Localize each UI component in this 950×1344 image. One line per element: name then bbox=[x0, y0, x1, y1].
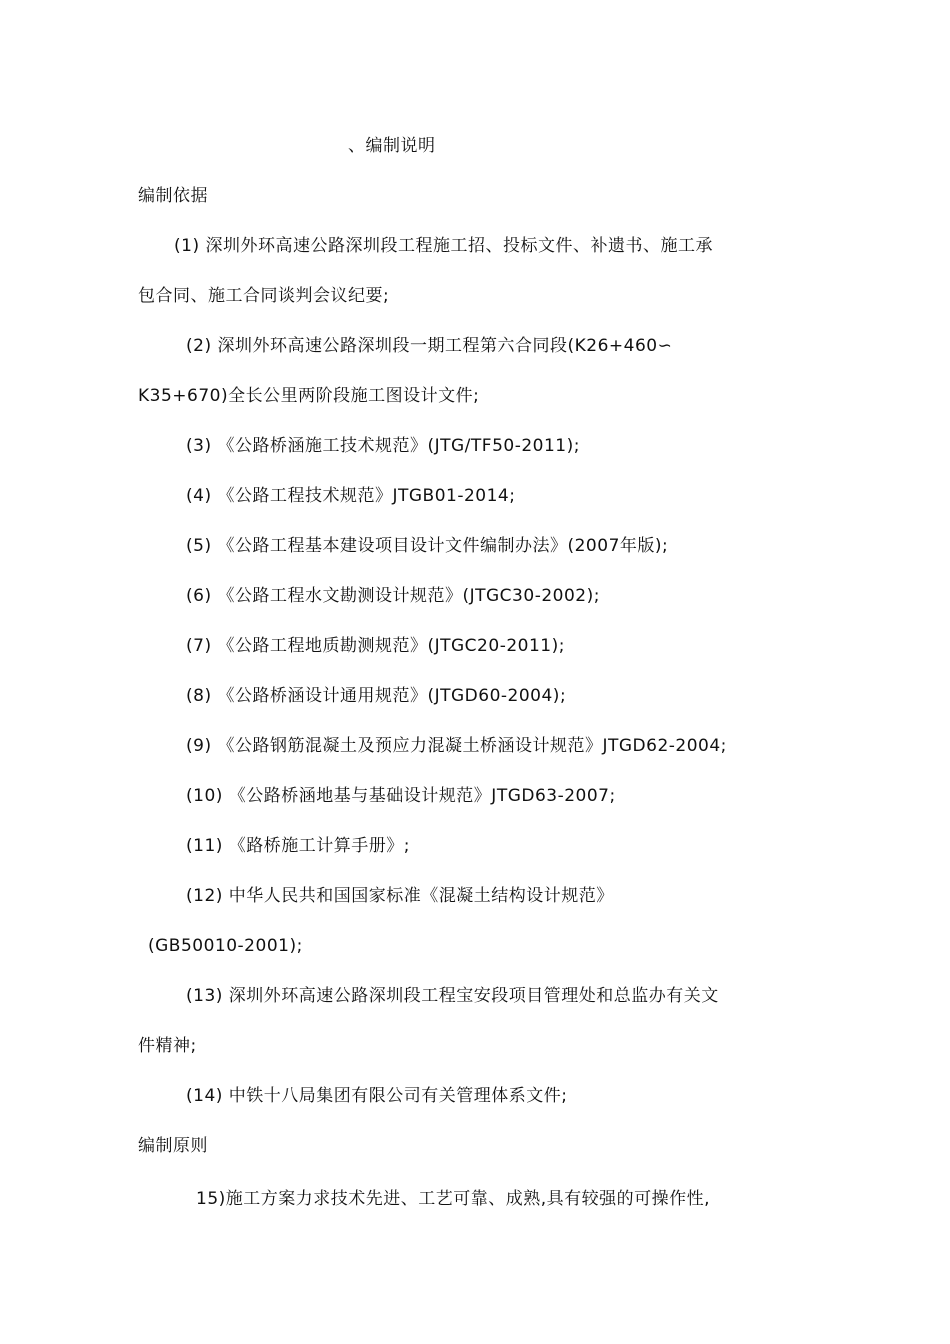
document-title: 、编制说明 bbox=[348, 136, 436, 156]
basis-item-1-line-2: 包合同、施工合同谈判会议纪要; bbox=[138, 286, 390, 306]
section-heading-principles: 编制原则 bbox=[138, 1136, 208, 1156]
basis-item-12-line-2: (GB50010-2001); bbox=[148, 936, 303, 956]
basis-item-2-line-1: (2) 深圳外环高速公路深圳段一期工程第六合同段(K26+460∽ bbox=[186, 336, 673, 356]
basis-item-10: (10) 《公路桥涵地基与基础设计规范》JTGD63-2007; bbox=[186, 786, 616, 806]
basis-item-7: (7) 《公路工程地质勘测规范》(JTGC20-2011); bbox=[186, 636, 565, 656]
basis-item-4: (4) 《公路工程技术规范》JTGB01-2014; bbox=[186, 486, 516, 506]
basis-item-6: (6) 《公路工程水文勘测设计规范》(JTGC30-2002); bbox=[186, 586, 600, 606]
basis-item-12-line-1: (12) 中华人民共和国国家标准《混凝土结构设计规范》 bbox=[186, 886, 614, 906]
basis-item-13-line-1: (13) 深圳外环高速公路深圳段工程宝安段项目管理处和总监办有关文 bbox=[186, 986, 719, 1006]
basis-item-9: (9) 《公路钢筋混凝土及预应力混凝土桥涵设计规范》JTGD62-2004; bbox=[186, 736, 727, 756]
principle-item-15: 15)施工方案力求技术先进、工艺可靠、成熟,具有较强的可操作性, bbox=[196, 1189, 711, 1209]
basis-item-11: (11) 《路桥施工计算手册》; bbox=[186, 836, 411, 856]
section-heading-basis: 编制依据 bbox=[138, 186, 208, 206]
basis-item-1-line-1: (1) 深圳外环高速公路深圳段工程施工招、投标文件、补遗书、施工承 bbox=[174, 236, 713, 256]
basis-item-8: (8) 《公路桥涵设计通用规范》(JTGD60-2004); bbox=[186, 686, 567, 706]
basis-item-14: (14) 中铁十八局集团有限公司有关管理体系文件; bbox=[186, 1086, 568, 1106]
basis-item-3: (3) 《公路桥涵施工技术规范》(JTG/TF50-2011); bbox=[186, 436, 580, 456]
basis-item-2-line-2: K35+670)全长公里两阶段施工图设计文件; bbox=[138, 386, 480, 406]
basis-item-5: (5) 《公路工程基本建设项目设计文件编制办法》(2007年版); bbox=[186, 536, 669, 556]
basis-item-13-line-2: 件精神; bbox=[138, 1036, 197, 1056]
